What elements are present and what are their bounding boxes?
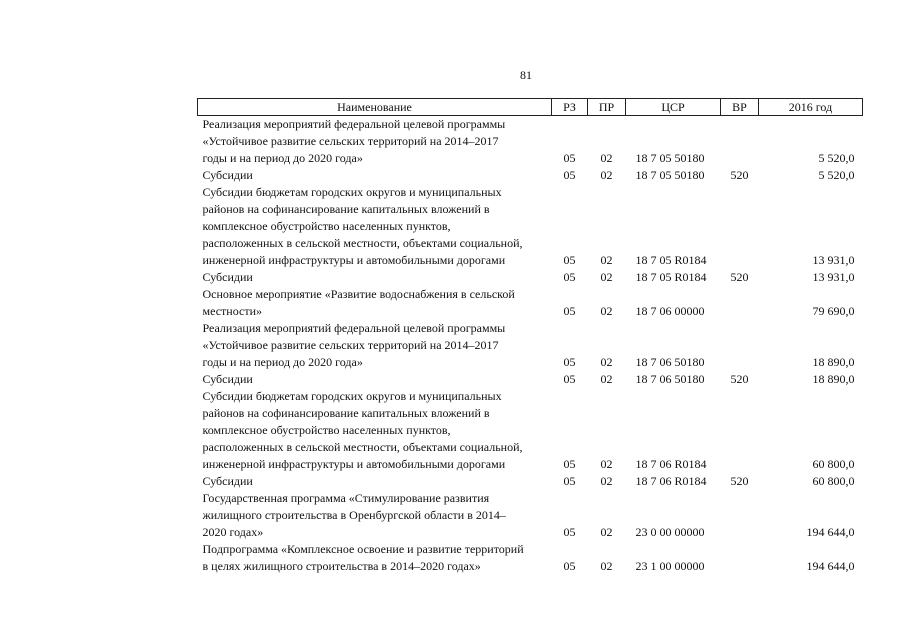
row-sum: 5 520,0 (818, 168, 855, 182)
row-rz: 05 (563, 559, 576, 573)
row-vr (721, 320, 759, 371)
row-rz: 05 (563, 168, 576, 182)
table-row (198, 184, 863, 269)
row-vr: 520 (730, 372, 749, 386)
row-sum: 18 890,0 (812, 355, 855, 369)
table-row (198, 269, 863, 286)
page-number: 81 (520, 68, 532, 82)
row-sum: 60 800,0 (812, 474, 855, 488)
row-csr: 18 7 06 50180 (635, 355, 705, 369)
row-pr: 02 (600, 168, 613, 182)
row-pr: 02 (600, 151, 613, 165)
row-rz: 05 (563, 525, 576, 539)
table-row (198, 167, 863, 184)
table-header-row (198, 99, 863, 116)
header-csr: ЦСР (626, 99, 721, 116)
row-vr: 520 (730, 270, 749, 284)
row-rz: 05 (563, 253, 576, 267)
row-sum: 194 644,0 (806, 525, 855, 539)
row-rz: 05 (563, 372, 576, 386)
row-csr: 18 7 06 00000 (635, 304, 705, 318)
row-vr (721, 286, 759, 320)
table-body (198, 116, 863, 576)
row-pr: 02 (600, 270, 613, 284)
row-name: Реализация мероприятий федеральной целевой программы «Устойчивое развитие сельских территорий на 2014–2017 годы и на период до 2020 года» (202, 117, 506, 165)
row-csr: 18 7 06 R0184 (635, 457, 707, 471)
table-row (198, 473, 863, 490)
row-name: Субсидии бюджетам городских округов и муниципальных районов на софинансирование капитальных вложений в комплексное обустройство населенных пунктов, расположенных в сельской местности, объектами социальной, инженерной инфраструктуры и автомобильными дорогами (202, 389, 523, 471)
row-sum: 194 644,0 (806, 559, 855, 573)
row-csr: 18 7 05 50180 (635, 168, 705, 182)
row-rz: 05 (563, 457, 576, 471)
table-row (198, 541, 863, 575)
row-pr: 02 (600, 474, 613, 488)
row-sum: 18 890,0 (812, 372, 855, 386)
header-name: Наименование (198, 99, 552, 116)
row-csr: 18 7 05 R0184 (635, 270, 707, 284)
row-csr: 18 7 05 50180 (635, 151, 705, 165)
row-vr (721, 490, 759, 541)
row-sum: 13 931,0 (812, 270, 855, 284)
row-pr: 02 (600, 525, 613, 539)
row-pr: 02 (600, 559, 613, 573)
budget-table (197, 98, 863, 575)
table-row (198, 371, 863, 388)
row-vr: 520 (730, 168, 749, 182)
row-name: Субсидии (202, 168, 253, 182)
row-csr: 18 7 06 50180 (635, 372, 705, 386)
row-rz: 05 (563, 151, 576, 165)
row-name: Субсидии бюджетам городских округов и муниципальных районов на софинансирование капитальных вложений в комплексное обустройство населенных пунктов, расположенных в сельской местности, объектами социальной, инженерной инфраструктуры и автомобильными дорогами (202, 185, 523, 267)
row-rz: 05 (563, 270, 576, 284)
table-row (198, 490, 863, 541)
row-name: Реализация мероприятий федеральной целевой программы «Устойчивое развитие сельских территорий на 2014–2017 годы и на период до 2020 года» (202, 321, 506, 369)
row-vr (721, 116, 759, 168)
row-vr: 520 (730, 474, 749, 488)
row-name: Субсидии (202, 474, 253, 488)
row-csr: 23 1 00 00000 (635, 559, 705, 573)
row-rz: 05 (563, 355, 576, 369)
row-pr: 02 (600, 304, 613, 318)
table-row (198, 320, 863, 371)
row-vr (721, 388, 759, 473)
row-name: Основное мероприятие «Развитие водоснабжения в сельской местности» (202, 287, 515, 318)
row-vr (721, 541, 759, 575)
row-rz: 05 (563, 304, 576, 318)
row-rz: 05 (563, 474, 576, 488)
table-row (198, 286, 863, 320)
row-name: Государственная программа «Стимулирование развития жилищного строительства в Оренбургской области в 2014– 2020 годах» (202, 491, 506, 539)
row-pr: 02 (600, 457, 613, 471)
row-csr: 18 7 06 R0184 (635, 474, 707, 488)
row-pr: 02 (600, 372, 613, 386)
row-csr: 23 0 00 00000 (635, 525, 705, 539)
row-vr (721, 184, 759, 269)
table-row (198, 388, 863, 473)
row-name: Субсидии (202, 270, 253, 284)
row-sum: 5 520,0 (818, 151, 855, 165)
header-rz: РЗ (552, 99, 588, 116)
row-name: Субсидии (202, 372, 253, 386)
row-name: Подпрограмма «Комплексное освоение и развитие территорий в целях жилищного строительства в 2014–2020 годах» (202, 542, 524, 573)
table-row (198, 116, 863, 168)
row-sum: 13 931,0 (812, 253, 855, 267)
header-pr: ПР (588, 99, 626, 116)
row-pr: 02 (600, 253, 613, 267)
header-vr: ВР (721, 99, 759, 116)
row-csr: 18 7 05 R0184 (635, 253, 707, 267)
row-sum: 79 690,0 (812, 304, 855, 318)
row-sum: 60 800,0 (812, 457, 855, 471)
row-pr: 02 (600, 355, 613, 369)
header-year: 2016 год (759, 99, 863, 116)
